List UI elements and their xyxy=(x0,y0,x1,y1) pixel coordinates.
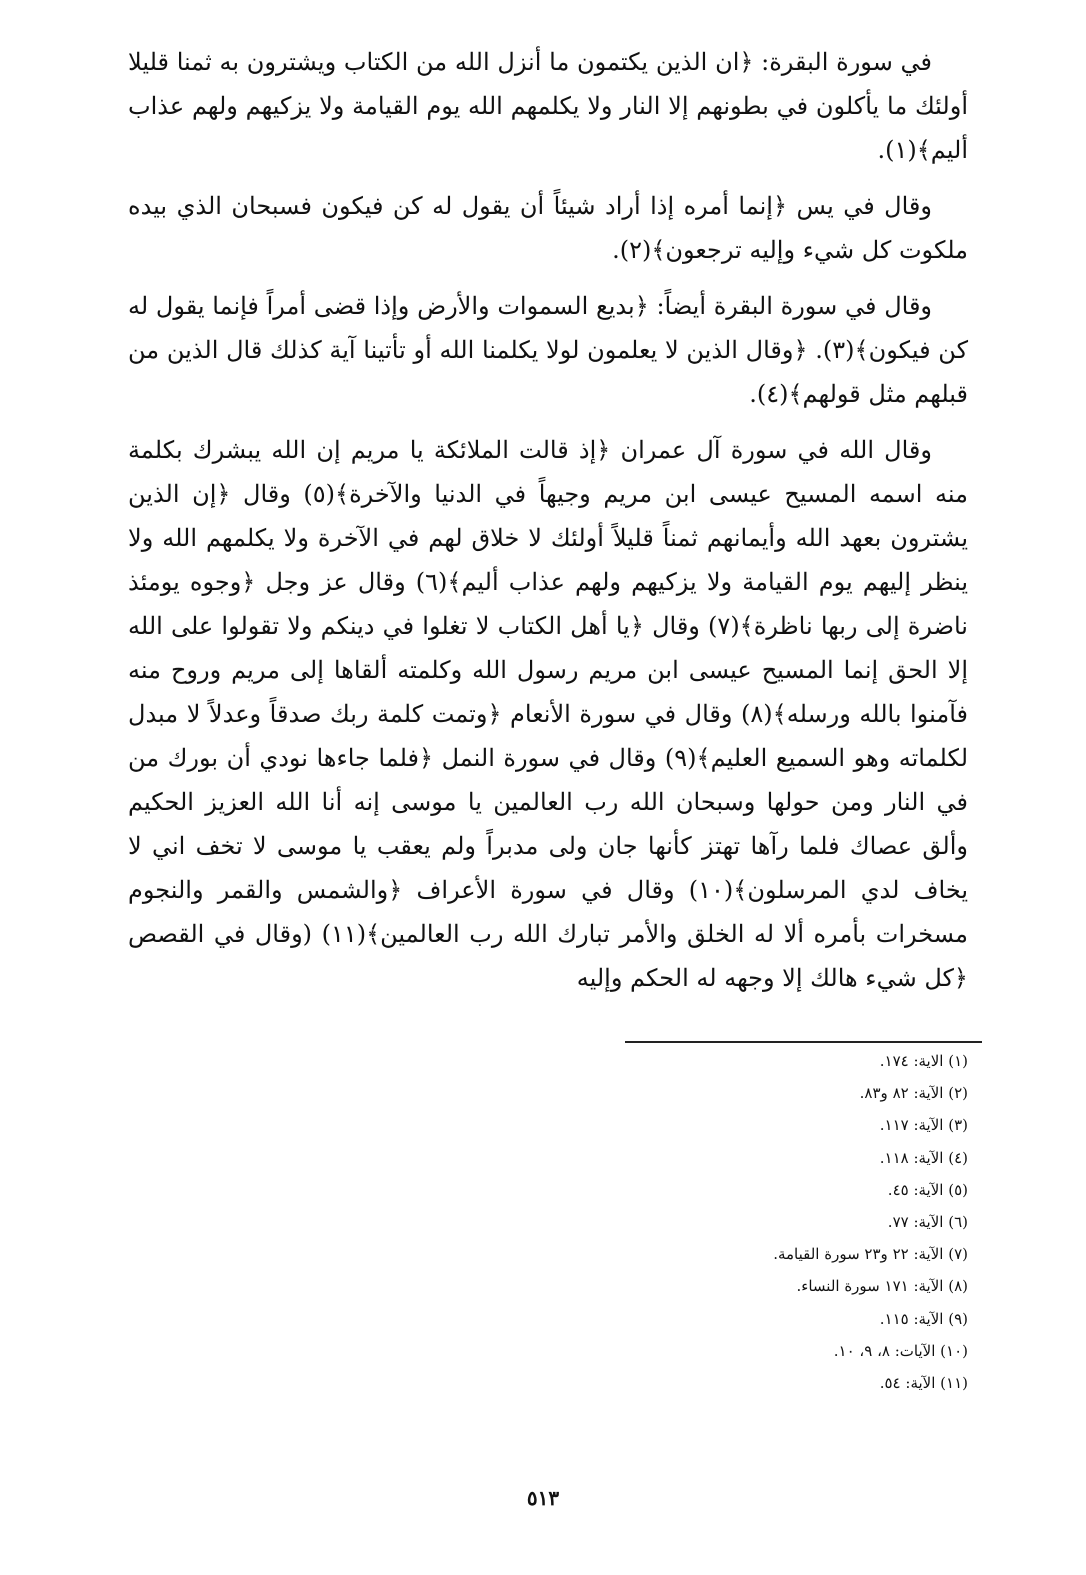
footnote: (٢) الآية: ٨٢ و٨٣. xyxy=(859,1084,968,1103)
footnote: (٤) الآية: ١١٨. xyxy=(879,1148,968,1167)
footnote: (٨) الآية: ١٧١ سورة النساء. xyxy=(796,1277,968,1296)
footnote: (١٠) الآيات: ٨، ٩، ١٠. xyxy=(833,1341,968,1360)
footnote: (١١) الآية: ٥٤. xyxy=(879,1374,968,1393)
footnotes xyxy=(548,1045,968,1399)
main-text xyxy=(128,40,968,1012)
footnote: (٦) الآية: ٧٧. xyxy=(887,1213,968,1232)
page-number: ٥١٣ xyxy=(526,1486,560,1510)
footnote: (٩) الآية: ١١٥. xyxy=(879,1309,968,1328)
footnote-separator xyxy=(625,1041,982,1043)
paragraph: وقال في يس ﴿إنما أمره إذا أراد شيئاً أن يقول له كن فيكون فسبحان الذي بيده ملكوت كل شيء وإليه ترجعون﴾(٢). xyxy=(128,192,968,264)
paragraph: وقال في سورة البقرة أيضاً: ﴿بديع السموات والأرض وإذا قضى أمراً فإنما يقول له كن فيكون﴾(٣). ﴿وقال الذين لا يعلمون لولا يكلمنا الله أو تأتينا آية كذلك قال الذين من قبلهم مثل قولهم﴾(٤). xyxy=(128,292,968,408)
footnote: (١) الاية: ١٧٤. xyxy=(879,1052,968,1070)
footnote: (٧) الآية: ٢٢ و٢٣ سورة القيامة. xyxy=(773,1245,968,1264)
footnote: (٥) الآية: ٤٥. xyxy=(887,1180,968,1199)
paragraph: وقال الله في سورة آل عمران ﴿إذ قالت الملائكة يا مريم إن الله يبشرك بكلمة منه اسمه المسيح عيسى ابن مريم وجيهاً في الدنيا والآخرة﴾(٥) وقال ﴿إن الذين يشترون بعهد الله وأيمانهم ثمناً قليلاً أولئك لا خلاق لهم في الآخرة ولا يكلمهم الله ولا ينظر إليهم يوم القيامة ولا يزكيهم ولهم عذاب أليم﴾(٦) وقال عز وجل ﴿وجوه يومئذ ناضرة إلى ربها ناظرة﴾(٧) وقال ﴿يا أهل الكتاب لا تغلوا في دينكم ولا تقولوا على الله إلا الحق إنما المسيح عيسى ابن مريم رسول الله وكلمته ألقاها إلى مريم وروح منه فآمنوا بالله ورسله﴾(٨) وقال في سورة الأنعام ﴿وتمت كلمة ربك صدقاً وعدلاً لا مبدل لكلماته وهو السميع العليم﴾(٩) وقال في سورة النمل ﴿فلما جاءها نودي أن بورك من في النار ومن حولها وسبحان الله رب العالمين يا موسى إنه أنا الله العزيز الحكيم وألق عصاك فلما رآها تهتز كأنها جان ولى مدبراً ولم يعقب يا موسى لا تخف اني لا يخاف لدي المرسلون﴾(١٠) وقال في سورة الأعراف ﴿والشمس والقمر والنجوم مسخرات بأمره ألا له الخلق والأمر تبارك الله رب العالمين﴾(١١) (وقال في القصص ﴿كل شيء هالك إلا وجهه له الحكم وإليه xyxy=(128,436,969,992)
footnote: (٣) الآية: ١١٧. xyxy=(879,1116,968,1135)
paragraph: في سورة البقرة: ﴿ان الذين يكتمون ما أنزل الله من الكتاب ويشترون به ثمنا قليلا أولئك ما يأكلون في بطونهم إلا النار ولا يكلمهم الله يوم القيامة ولا يزكيهم ولهم عذاب أليم﴾(١). xyxy=(128,48,968,164)
